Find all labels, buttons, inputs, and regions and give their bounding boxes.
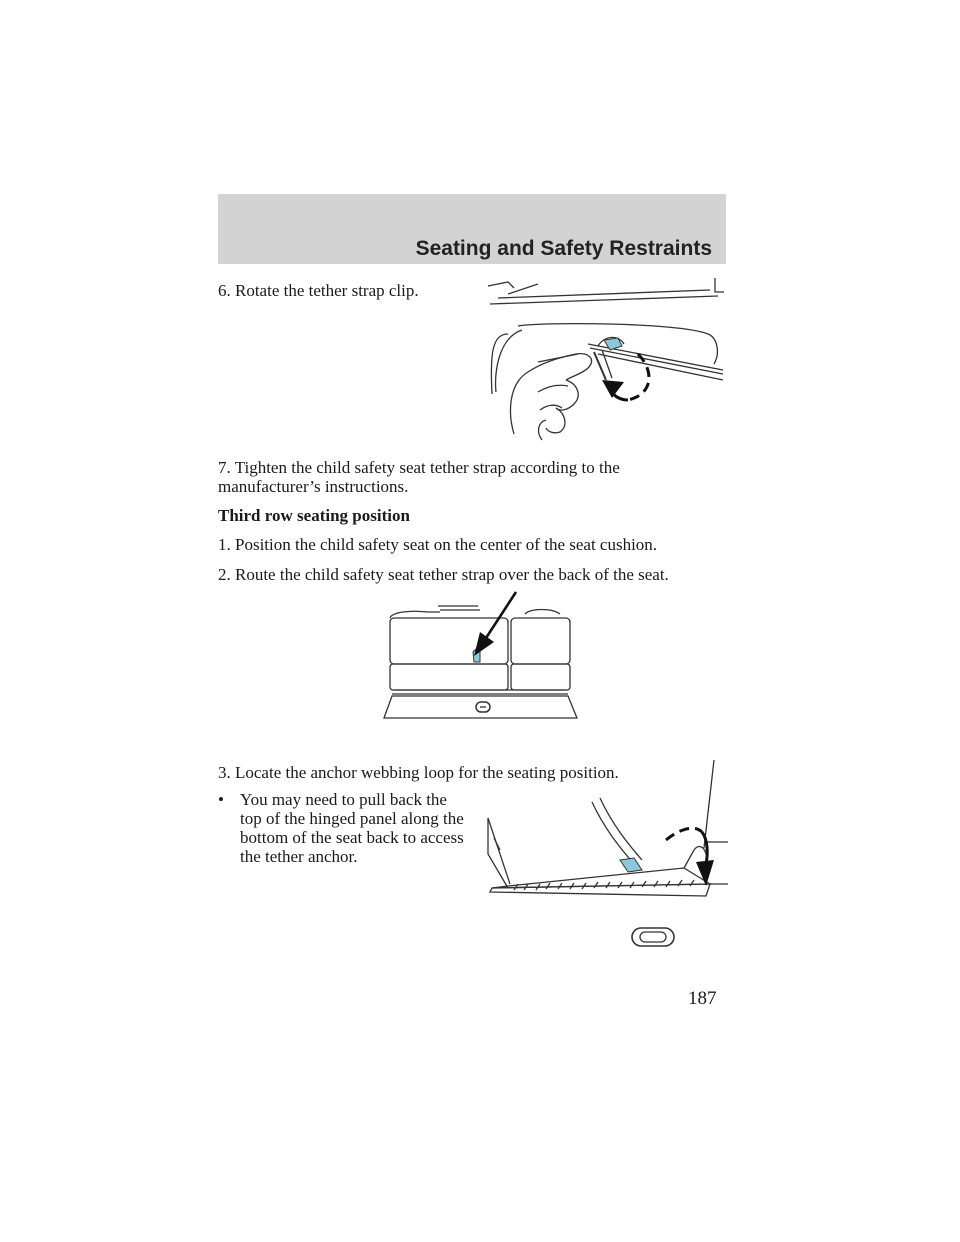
third-row-seat-tether-illustration	[380, 590, 580, 722]
tether-clip-rotation-illustration	[478, 274, 728, 444]
bullet-line-4: the tether anchor.	[240, 847, 358, 866]
third-row-step-1: 1. Position the child safety seat on the center of the seat cushion.	[218, 535, 658, 554]
bullet-line-1: You may need to pull back the	[240, 790, 447, 809]
step-6-text: 6. Rotate the tether strap clip.	[218, 281, 419, 300]
page-number: 187	[688, 988, 717, 1009]
step-7-text-line-1: 7. Tighten the child safety seat tether strap according to the	[218, 458, 620, 477]
third-row-heading: Third row seating position	[218, 506, 410, 525]
step-7-text-line-2: manufacturer’s instructions.	[218, 477, 409, 496]
third-row-step-2: 2. Route the child safety seat tether strap over the back of the seat.	[218, 565, 669, 584]
bullet-line-2: top of the hinged panel along the	[240, 809, 464, 828]
hinged-panel-anchor-illustration	[484, 758, 728, 953]
section-header-band	[218, 194, 726, 264]
section-title: Seating and Safety Restraints	[415, 237, 712, 260]
bullet-line-3: bottom of the seat back to access	[240, 828, 464, 847]
bullet-symbol: •	[218, 790, 224, 809]
third-row-step-3: 3. Locate the anchor webbing loop for the seating position.	[218, 763, 619, 782]
